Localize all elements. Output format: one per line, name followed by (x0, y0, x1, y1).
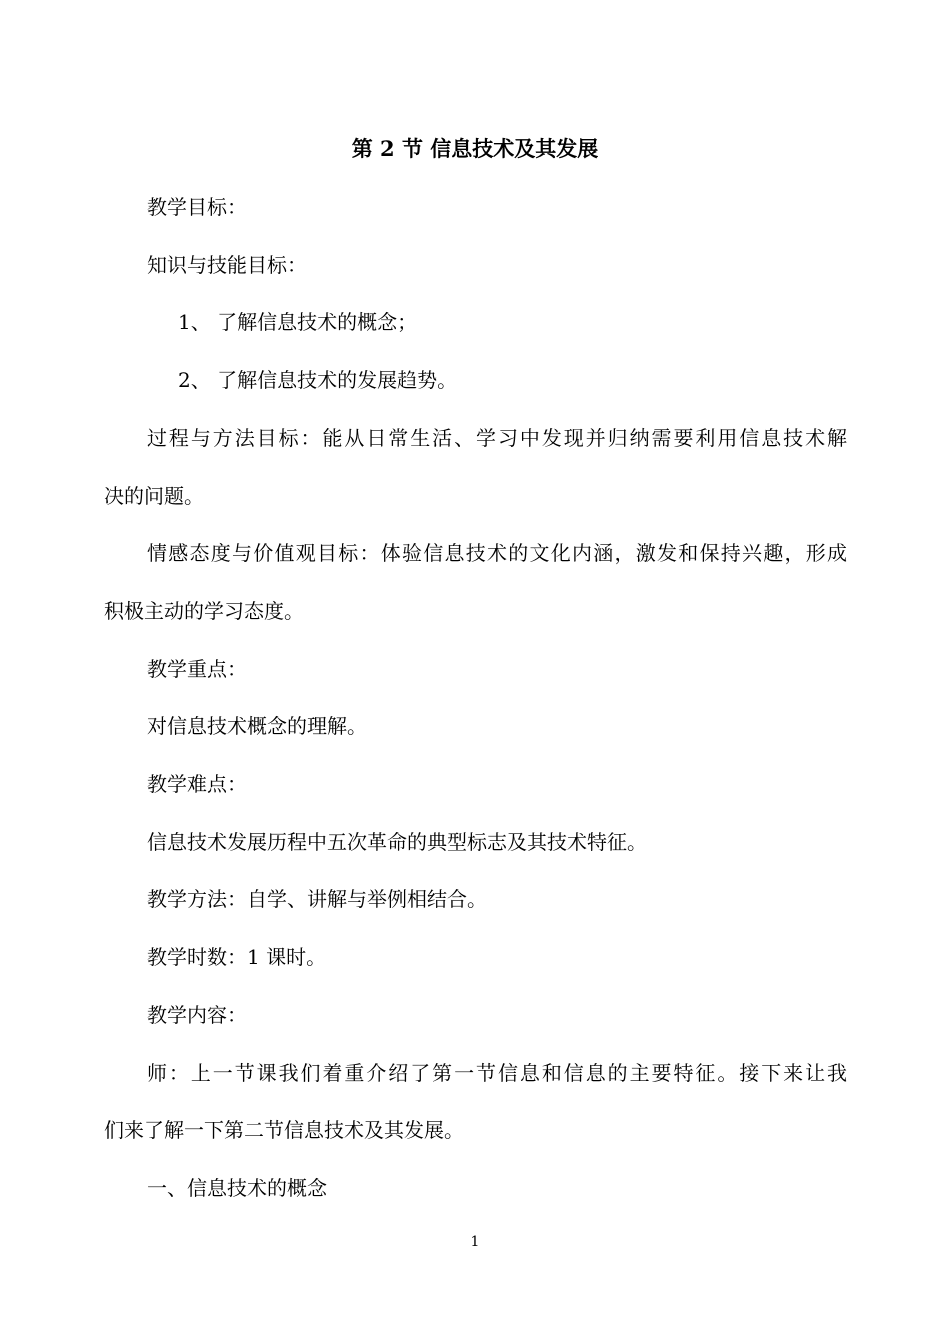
process-method-line-2: 决的问题。 (104, 484, 204, 508)
difficulty-heading: 教学难点： (147, 772, 247, 796)
teaching-goals-heading: 教学目标： (147, 195, 247, 219)
teaching-hours-text: 教学时数：1 课时。 (147, 945, 327, 969)
teacher-intro-line-2: 们来了解一下第二节信息技术及其发展。 (104, 1118, 464, 1142)
section-one-heading: 一、信息技术的概念 (147, 1176, 327, 1200)
knowledge-skill-heading: 知识与技能目标： (147, 253, 307, 277)
document-title: 第 2 节 信息技术及其发展 (351, 136, 599, 161)
page-number: 1 (470, 1234, 480, 1250)
key-point-heading: 教学重点： (147, 657, 247, 681)
teaching-content-heading: 教学内容： (147, 1003, 247, 1027)
teacher-intro-line-1: 师：上一节课我们着重介绍了第一节信息和信息的主要特征。接下来让我 (147, 1061, 847, 1085)
emotion-value-line-2: 积极主动的学习态度。 (104, 599, 304, 623)
teaching-method-text: 教学方法：自学、讲解与举例相结合。 (147, 887, 487, 911)
goal-item-2: 2、 了解信息技术的发展趋势。 (178, 368, 458, 392)
goal-item-1: 1、 了解信息技术的概念； (178, 310, 418, 334)
emotion-value-line-1: 情感态度与价值观目标：体验信息技术的文化内涵，激发和保持兴趣，形成 (147, 541, 847, 565)
process-method-line-1: 过程与方法目标：能从日常生活、学习中发现并归纳需要利用信息技术解 (147, 426, 847, 450)
key-point-text: 对信息技术概念的理解。 (147, 714, 367, 738)
difficulty-text: 信息技术发展历程中五次革命的典型标志及其技术特征。 (147, 830, 647, 854)
